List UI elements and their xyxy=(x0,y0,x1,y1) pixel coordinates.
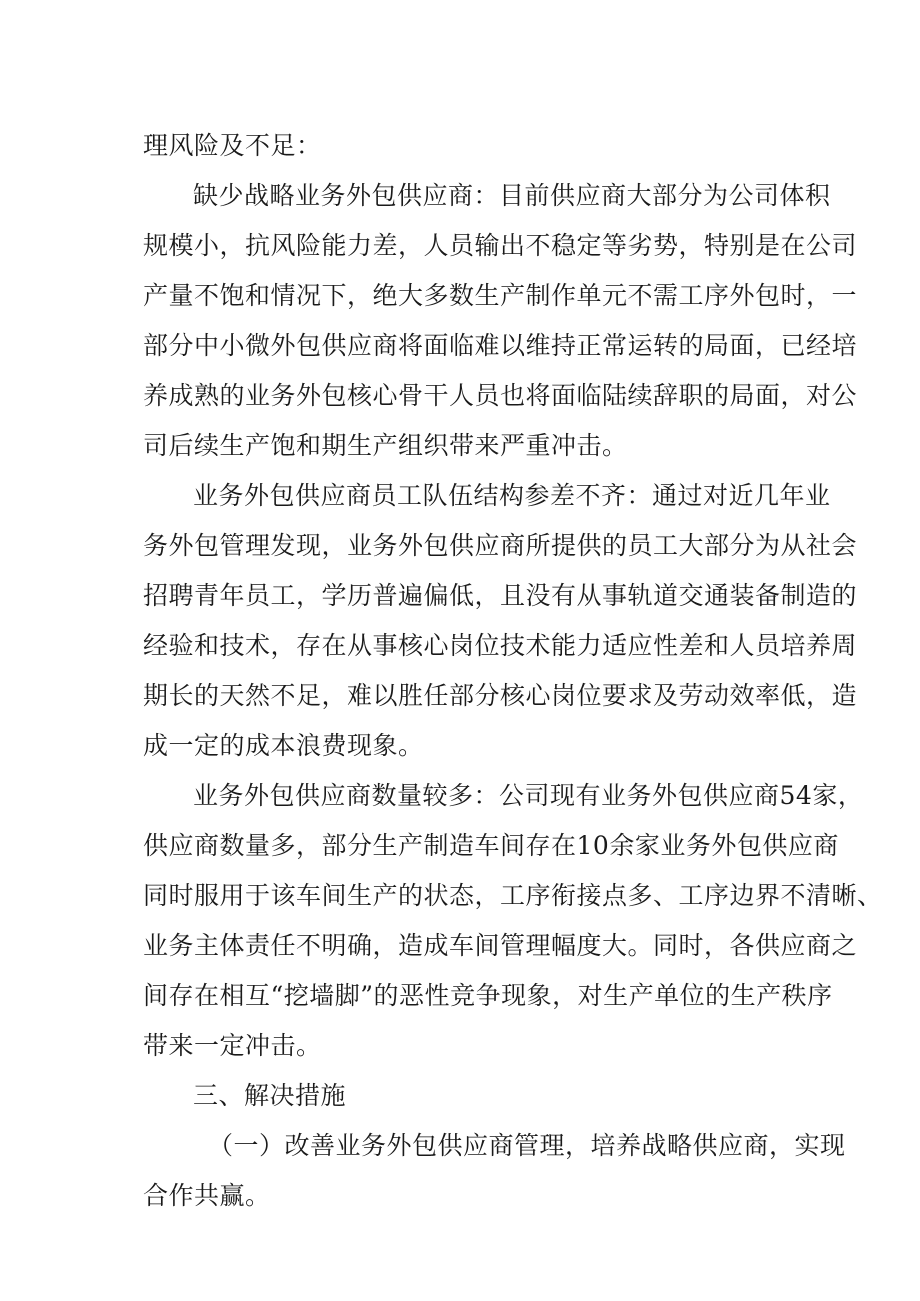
subsection-heading: （一）改善业务外包供应商管理，培养战略供应商，实现 xyxy=(208,1131,846,1160)
text-line: 经验和技术，存在从事核心岗位技术能力适应性差和人员培养周 xyxy=(143,631,858,660)
paragraph-first-line: 缺少战略业务外包供应商：目前供应商大部分为公司体积 xyxy=(193,181,831,210)
text-line: 规模小，抗风险能力差，人员输出不稳定等劣势，特别是在公司 xyxy=(143,231,858,260)
text-line: 招聘青年员工，学历普遍偏低，且没有从事轨道交通装备制造的 xyxy=(143,581,858,610)
text-line: 司后续生产饱和期生产组织带来严重冲击。 xyxy=(143,431,628,460)
text-line: 合作共赢。 xyxy=(143,1181,271,1210)
text-line: 间存在相互“挖墙脚”的恶性竞争现象，对生产单位的生产秩序 xyxy=(143,981,833,1010)
section-heading: 三、解决措施 xyxy=(193,1081,347,1110)
text-line: 期长的天然不足，难以胜任部分核心岗位要求及劳动效率低，造 xyxy=(143,681,858,710)
text-line: 务外包管理发现，业务外包供应商所提供的员工大部分为从社会 xyxy=(143,531,858,560)
text-line: 带来一定冲击。 xyxy=(143,1031,322,1060)
paragraph-first-line: 业务外包供应商员工队伍结构参差不齐：通过对近几年业 xyxy=(193,481,831,510)
text-line: 供应商数量多，部分生产制造车间存在10余家业务外包供应商 xyxy=(143,831,839,860)
text-line: 部分中小微外包供应商将面临难以维持正常运转的局面，已经培 xyxy=(143,331,858,360)
text-line: 业务主体责任不明确，造成车间管理幅度大。同时，各供应商之 xyxy=(143,931,858,960)
text-line: 产量不饱和情况下，绝大多数生产制作单元不需工序外包时，一 xyxy=(143,281,858,310)
text-line: 同时服用于该车间生产的状态，工序衔接点多、工序边界不清晰、 xyxy=(143,881,883,910)
paragraph-first-line: 业务外包供应商数量较多：公司现有业务外包供应商54家， xyxy=(193,781,864,810)
text-line: 理风险及不足： xyxy=(143,131,322,160)
text-line: 成一定的成本浪费现象。 xyxy=(143,731,424,760)
text-line: 养成熟的业务外包核心骨干人员也将面临陆续辞职的局面，对公 xyxy=(143,381,858,410)
